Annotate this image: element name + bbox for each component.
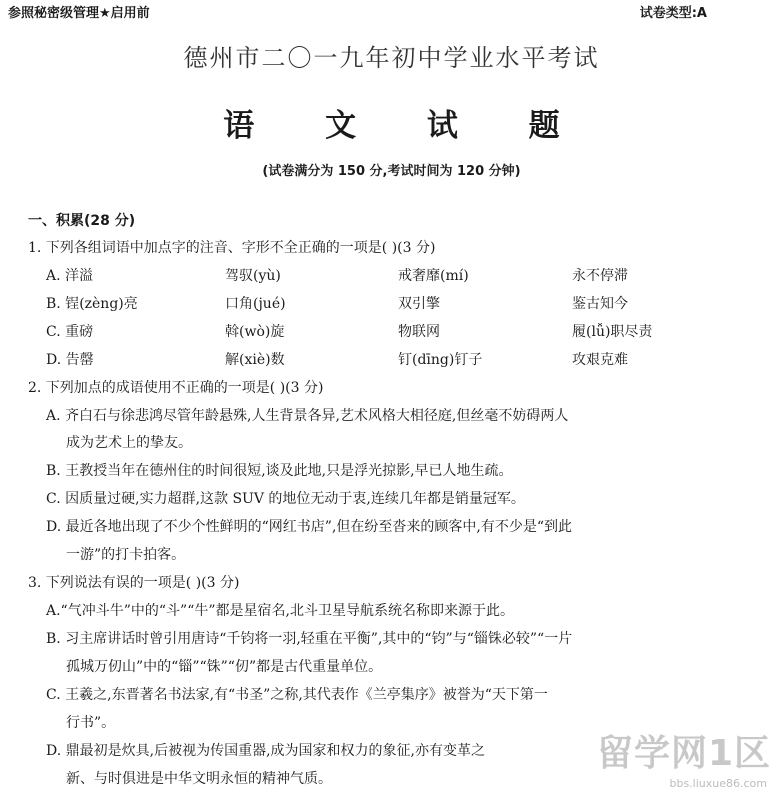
q2-option-a-cont: 成为艺术上的挚友。 (66, 435, 192, 451)
q3-option-a: A.“气冲斗牛”中的“斗”“牛”都是星宿名,北斗卫星导航系统名称即来源于此。 (46, 603, 514, 619)
q1-option-c-2: 斡(wò)旋 (225, 324, 285, 340)
q3-option-d-cont: 新、与时俱进是中华文明永恒的精神气质。 (66, 771, 332, 787)
q1-option-a-4: 永不停滞 (572, 268, 628, 284)
q2-option-c: C. 因质量过硬,实力超群,这款 SUV 的地位无动于衷,连续几年都是销量冠军。 (46, 491, 525, 507)
q1-option-d-1: D. 告罄 (46, 352, 94, 368)
q3-option-d: D. 鼎最初是炊具,后被视为传国重器,成为国家和权力的象征,亦有变革之 (46, 743, 485, 759)
paper-type-label: 试卷类型:A (639, 6, 707, 21)
watermark-logo: 留学网1区 (596, 733, 771, 774)
q2-option-a: A. 齐白石与徐悲鸿尽管年龄悬殊,人生背景各异,艺术风格大相径庭,但丝毫不妨碍两人 (46, 408, 569, 424)
q2-option-d-cont: 一游”的打卡拍客。 (66, 547, 186, 563)
q2-option-b: B. 王教授当年在德州住的时间很短,谈及此地,只是浮光掠影,早已人地生疏。 (46, 463, 513, 479)
q1-option-a-1: A. 洋溢 (46, 268, 94, 284)
q1-option-a-3: 戒奢靡(mí) (398, 268, 469, 284)
q1-option-b-1: B. 锃(zèng)亮 (46, 296, 138, 312)
question-2-stem: 2. 下列加点的成语使用不正确的一项是( )(3 分) (28, 380, 324, 396)
question-3-stem: 3. 下列说法有误的一项是( )(3 分) (28, 575, 240, 591)
q1-option-d-2: 解(xiè)数 (225, 352, 285, 368)
exam-title: 德州市二〇一九年初中学业水平考试 (183, 44, 600, 72)
exam-note: (试卷满分为 150 分,考试时间为 120 分钟) (262, 164, 521, 179)
section-heading: 一、积累(28 分) (28, 213, 136, 229)
q2-option-d: D. 最近各地出现了不少个性鲜明的“网红书店”,但在纷至沓来的顾客中,有不少是“到此 (46, 519, 572, 535)
watermark-url: bbs.liuxue86.com (669, 777, 767, 790)
q3-option-b-cont: 孤城万仞山”中的“锱”“铢”“仞”都是古代重量单位。 (66, 659, 383, 675)
q3-option-c: C. 王羲之,东晋著名书法家,有“书圣”之称,其代表作《兰亭集序》被誉为“天下第一 (46, 687, 548, 703)
q1-option-c-3: 物联网 (398, 324, 440, 340)
question-1-stem: 1. 下列各组词语中加点字的注音、字形不全正确的一项是( )(3 分) (28, 240, 436, 256)
q3-option-c-cont: 行书”。 (66, 715, 116, 731)
q1-option-b-4: 鉴古知今 (572, 296, 628, 312)
q1-option-c-4: 履(lǚ)职尽责 (572, 324, 653, 340)
q3-option-b: B. 习主席讲话时曾引用唐诗“千钧将一羽,轻重在平衡”,其中的“钧”与“锱铢必较”“一片 (46, 631, 573, 647)
confidential-label: 参照秘密级管理★启用前 (8, 6, 150, 21)
q1-option-c-1: C. 重磅 (46, 324, 94, 340)
q1-option-d-3: 钉(dīng)钉子 (398, 352, 483, 368)
q1-option-d-4: 攻艰克难 (572, 352, 628, 368)
q1-option-b-3: 双引擎 (398, 296, 440, 312)
subject-title: 语 文 试 题 (223, 108, 590, 144)
q1-option-b-2: 口角(jué) (225, 296, 286, 312)
q1-option-a-2: 驾驭(yù) (225, 268, 281, 284)
